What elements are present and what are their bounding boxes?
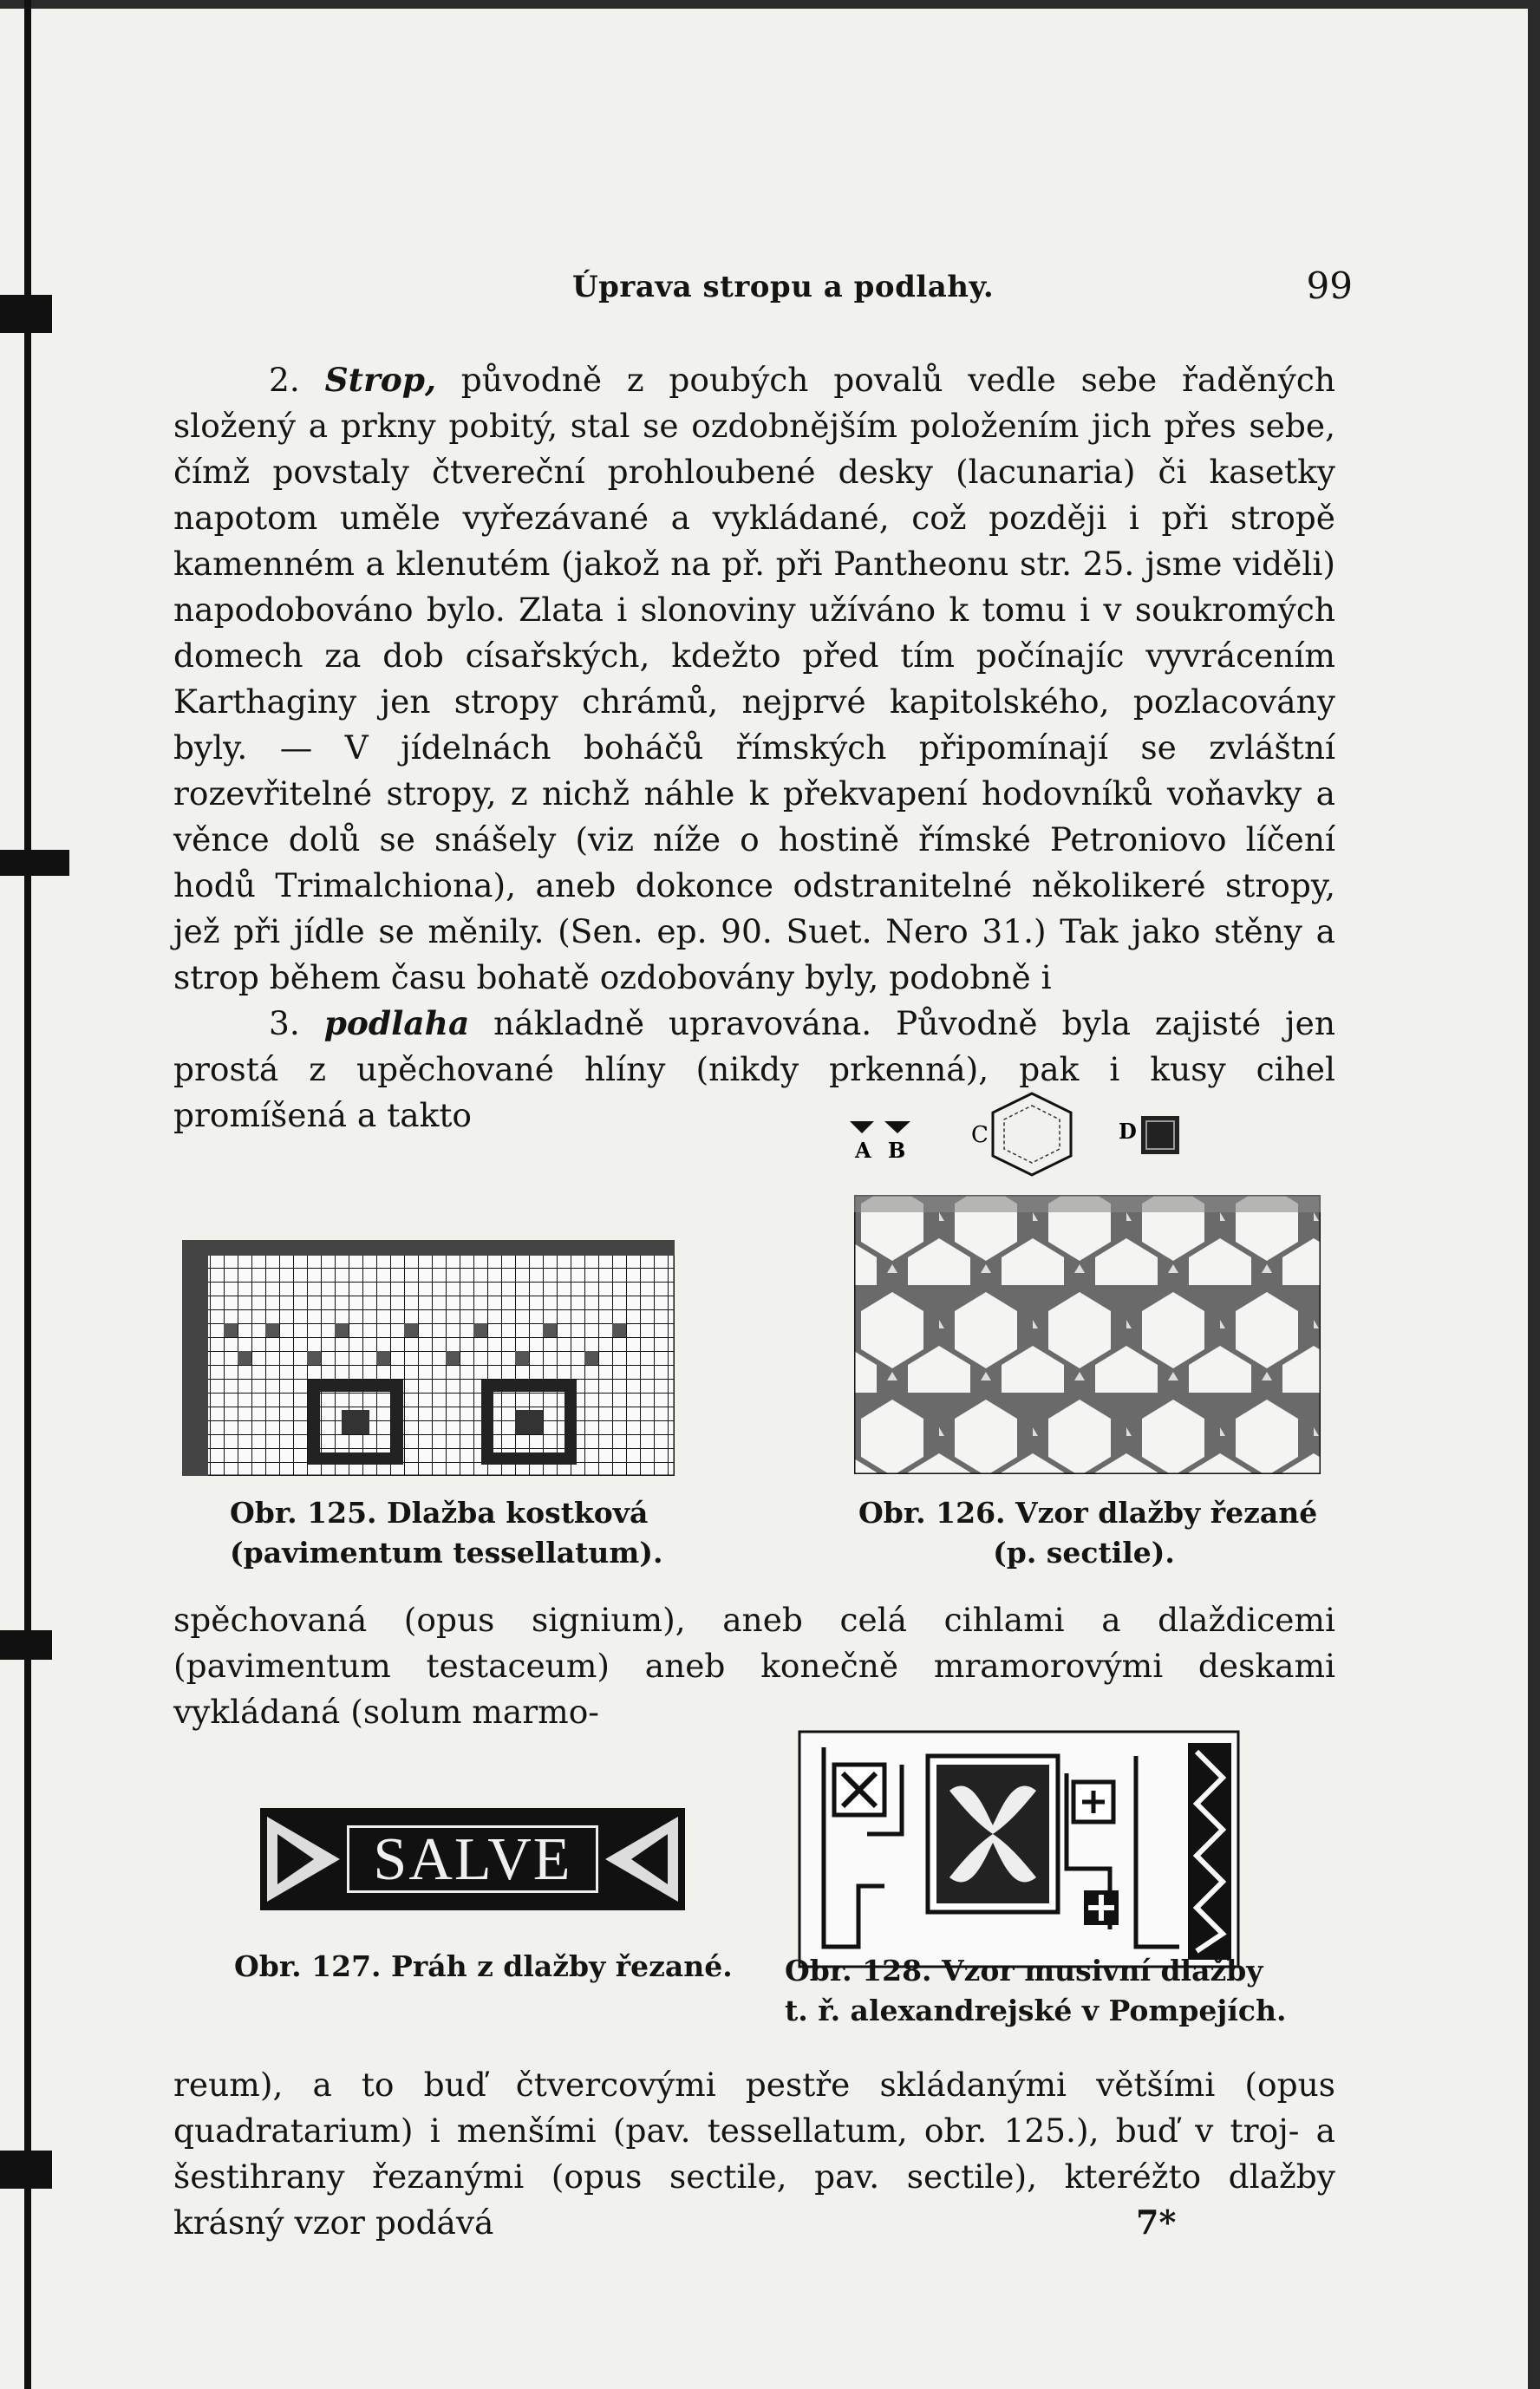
- section-term: podlaha: [323, 1004, 470, 1042]
- fig126-caption: [858, 1493, 1318, 1573]
- fig126-shape-samples: [850, 1088, 1214, 1184]
- body-text-middle: [173, 1597, 1335, 1735]
- scan-border-right: [1528, 0, 1540, 2389]
- fig125-caption-line2: (pavimentum tessellatum).: [230, 1536, 663, 1570]
- fig128-caption: [785, 1951, 1287, 2031]
- fig127-caption: [234, 1947, 733, 1987]
- paragraph-text: původně z poubých povalů vedle sebe řaděných složený a prkny pobitý, stal se ozdobnějším položením jich přes sebe, čímž povstaly čtvereční prohloubené desky (lacunaria) či kasetky napotom uměle vyřezávané a vykládané, což později i při stropě kamenném a klenutém (jakož na př. při Pantheonu str. 25. jsme viděli) napodobováno bylo. Zlata i slonoviny užíváno k tomu i v soukromých domech za dob císařských, kdežto před tím počínajíc vyvrácením Karthaginy jen stropy chrámů, nejprvé kapitolského, pozlacovány byly. — V jídelnách boháčů římských připomínají se zvláštní rozevřitelné stropy, z nichž náhle k překvapení hodovníků voňavky a věnce dolů se snášely (viz níže o hostině římské Petroniovo líčení hodů Trimalchiona), aneb dokonce odstranitelné několikeré stropy, jež při jídle se měnily. (Sen. ep. 90. Suet. Nero 31.) Tak jako stěny a strop během času bohatě ozdobovány byly, podobně i: [173, 361, 1335, 996]
- running-title: Úprava stropu a podlahy.: [572, 270, 995, 304]
- paragraph-strop: [173, 357, 1335, 1001]
- fig125-caption-line1: Obr. 125. Dlažba kostková: [230, 1496, 649, 1530]
- body-text-top: [173, 357, 1335, 1139]
- fig125-caption: [230, 1493, 663, 1573]
- section-term: Strop,: [324, 361, 437, 399]
- signature-mark: 7*: [1136, 2203, 1177, 2242]
- paragraph-text: spěchovaná (opus signium), aneb celá cihlami a dlaždicemi (pavimentum testaceum) aneb konečně mramorovými deskami vykládaná (solum marmo-: [173, 1601, 1335, 1731]
- page-edge-left: [24, 0, 31, 2389]
- paragraph-text: reum), a to buď čtvercovými pestře skládanými většími (opus quadratarium) i menšími (pav. tessellatum, obr. 125.), buď v troj- a šestihrany řezanými (opus sectile, pav. sectile), kteréžto dlažby krásný vzor podává: [173, 2066, 1335, 2242]
- fig126-caption-line2: (p. sectile).: [993, 1536, 1175, 1570]
- page-number: 99: [1306, 264, 1353, 307]
- label-c: C: [971, 1122, 989, 1148]
- page-tab-mark: [0, 1630, 52, 1660]
- label-a: A: [855, 1138, 871, 1163]
- page-header: [173, 264, 1353, 317]
- page-tab-mark: [0, 295, 52, 333]
- paragraph-text: nákladně upravována. Původně byla zajisté jen prostá z upěchované hlíny (nikdy prkenná), pak i kusy cihel promíšená a takto: [173, 1004, 1336, 1134]
- fig125-tessellatum-illustration: [182, 1240, 675, 1476]
- fig127-caption-line1: Obr. 127. Práh z dlažby řezané.: [234, 1949, 733, 1983]
- page-tab-mark: [0, 850, 69, 876]
- triangle-b-icon: [884, 1121, 910, 1133]
- section-number: 2.: [269, 361, 300, 399]
- section-number: 3.: [269, 1004, 300, 1042]
- page-tab-mark: [0, 2151, 52, 2189]
- fig127-salve-illustration: [260, 1808, 685, 1910]
- triangle-a-icon: [850, 1121, 874, 1133]
- fig126-caption-line1: Obr. 126. Vzor dlažby řezané: [858, 1496, 1318, 1530]
- fig126-sectile-illustration: [854, 1195, 1321, 1474]
- fig128-alexandrine-illustration: [798, 1730, 1240, 1968]
- label-d: D: [1119, 1119, 1137, 1144]
- fig128-caption-line1: Obr. 128. Vzor musivní dlažby: [785, 1954, 1263, 1988]
- fig128-caption-line2: t. ř. alexandrejské v Pompejích.: [785, 1994, 1287, 2027]
- label-b: B: [888, 1138, 906, 1163]
- salve-inscription: SALVE: [347, 1825, 598, 1893]
- scan-border-top: [0, 0, 1540, 9]
